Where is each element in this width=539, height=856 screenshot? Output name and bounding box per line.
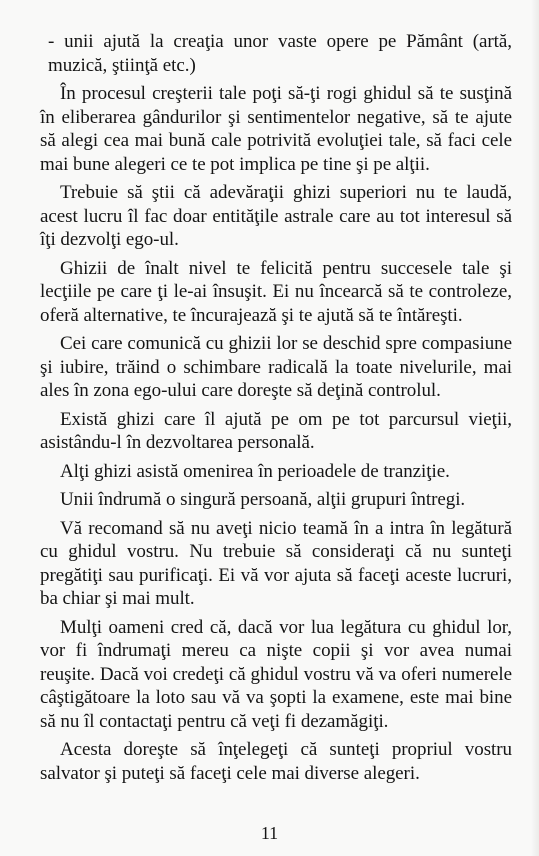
paragraph-4: Ghizii de înalt nivel te felicită pentru succesele tale şi lecţiile pe care ţi le-ai însuşit. Ei nu încearcă să te controleze, oferă alternative, te încurajează şi te ajută să te întăreşti. [40, 257, 512, 326]
paragraph-5: Cei care comunică cu ghizii lor se deschid spre compasiune şi iubire, trăind o schimbare radicală la toate nivelurile, mai ales în zona ego-ului care doreşte să deţină controlul. [40, 333, 512, 401]
paragraph-8: Unii îndrumă o singură persoană, alţii grupuri întregi. [60, 489, 466, 510]
paragraph-6: Există ghizi care îl ajută pe om pe tot parcursul vieţii, asistându-l în dezvoltarea personală. [40, 408, 512, 453]
scan-edge-shadow [531, 0, 539, 856]
paragraph-2: În procesul creşterii tale poţi să-ţi rogi ghidul să te susţină în eliberarea gândurilor şi sentimentelor negative, să te ajute să alegi cea mai bună cale potrivită evoluţiei tale, să faci cele mai bune alegeri ce te pot implica pe tine şi pe alţii. [40, 83, 512, 175]
page-body-text [40, 30, 512, 790]
paragraph-1: - unii ajută la creaţia unor vaste opere pe Pământ (artă, muzică, ştiinţă etc.) [48, 31, 512, 76]
paragraph-11: Acesta doreşte să înţelegeţi că sunteţi propriul vostru salvator şi puteţi să faceţi cele mai diverse alegeri. [40, 739, 512, 784]
paragraph-3: Trebuie să ştii că adevăraţii ghizi superiori nu te laudă, acest lucru îl fac doar entităţile astrale care au tot interesul să îţi dezvolţi ego-ul. [40, 182, 512, 250]
paragraph-7: Alţi ghizi asistă omenirea în perioadele de tranziţie. [60, 460, 450, 482]
paragraph-10: Mulţi oameni cred că, dacă vor lua legătura cu ghidul lor, vor fi îndrumaţi mereu ca nişte copii şi vor avea numai reuşite. Dacă voi credeţi că ghidul vostru vă va oferi numerele câştigătoare la loto sau vă va şopti la examene, este mai bine să nu îl contactaţi pentru că veţi fi dezamăgiţi. [40, 616, 512, 732]
page-number: 11 [260, 823, 279, 843]
paragraph-9: Vă recomand să nu aveţi nicio teamă în a intra în legătură cu ghidul vostru. Nu trebuie să consideraţi că nu sunteţi pregătiţi sau purificaţi. Ei vă vor ajuta să faceţi aceste lucruri, ba chiar şi mai mult. [40, 517, 512, 609]
